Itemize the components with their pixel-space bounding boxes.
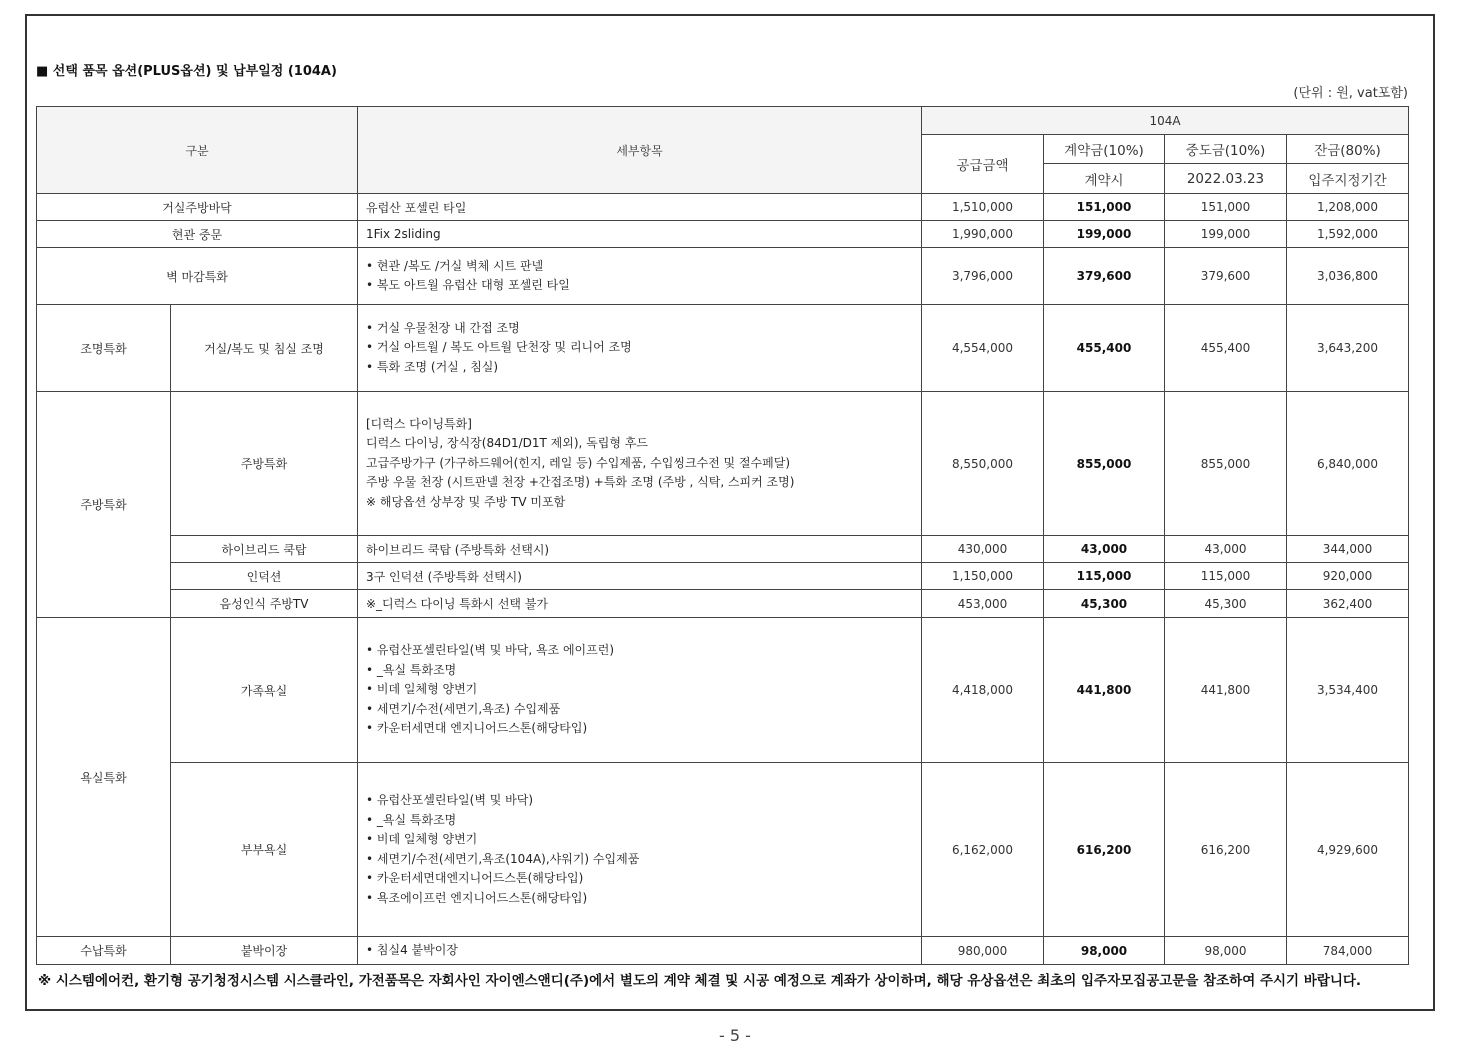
detail-item: • 유럽산포셀린타일(벽 및 바닥, 욕조 에이프런)	[366, 641, 913, 661]
header-middle: 중도금(10%)	[1165, 135, 1287, 164]
row-balance: 3,534,400	[1287, 618, 1409, 763]
table-row	[37, 763, 1409, 937]
row-balance: 1,208,000	[1287, 194, 1409, 221]
detail-item: • 비데 일체형 양변기	[366, 830, 913, 850]
row-contract: 441,800	[1044, 618, 1165, 763]
row-detail: 3구 인덕션 (주방특화 선택시)	[358, 563, 922, 590]
row-middle: 441,800	[1165, 618, 1287, 763]
detail-item: • 욕조에이프런 엔지니어드스톤(해당타입)	[366, 889, 913, 909]
row-supply: 1,990,000	[922, 221, 1044, 248]
row-middle: 115,000	[1165, 563, 1287, 590]
row-supply: 6,162,000	[922, 763, 1044, 937]
detail-item: • 세면기/수전(세면기,욕조(104A),샤워기) 수입제품	[366, 850, 913, 870]
row-category: 벽 마감특화	[37, 248, 358, 305]
row-middle: 151,000	[1165, 194, 1287, 221]
row-balance: 6,840,000	[1287, 392, 1409, 536]
row-detail	[358, 248, 922, 305]
row-contract: 855,000	[1044, 392, 1165, 536]
table-row	[37, 248, 1409, 305]
table-row	[37, 590, 1409, 618]
row-balance: 3,643,200	[1287, 305, 1409, 392]
row-subcategory: 거실/복도 및 침실 조명	[171, 305, 358, 392]
row-middle: 855,000	[1165, 392, 1287, 536]
footnote: ※ 시스템에어컨, 환기형 공기청정시스템 시스클라인, 가전품목은 자회사인 자이엔스앤디(주)에서 별도의 계약 체결 및 시공 예정으로 계좌가 상이하며, 해당 유상옵션은 최초의 입주자모집공고문을 참조하여 주시기 바랍니다.	[38, 973, 1362, 989]
detail-line: ※ 해당옵션 상부장 및 주방 TV 미포함	[366, 494, 566, 509]
row-balance: 784,000	[1287, 937, 1409, 965]
detail-item: • 거실 우물천장 내 간접 조명	[366, 319, 913, 339]
header-middle-sub: 2022.03.23	[1165, 164, 1287, 194]
detail-item: • 비데 일체형 양변기	[366, 680, 913, 700]
row-middle: 98,000	[1165, 937, 1287, 965]
row-balance: 4,929,600	[1287, 763, 1409, 937]
table-row	[37, 536, 1409, 563]
detail-line: 고급주방가구 (가구하드웨어(힌지, 레일 등) 수입제품, 수입씽크수전 및 절수페달)	[366, 455, 791, 470]
detail-item: • 유럽산포셀린타일(벽 및 바닥)	[366, 791, 913, 811]
row-detail: ※_디럭스 다이닝 특화시 선택 불가	[358, 590, 922, 618]
row-middle: 43,000	[1165, 536, 1287, 563]
detail-line: 디럭스 다이닝, 장식장(84D1/D1T 제외), 독립형 후드	[366, 436, 648, 451]
row-detail	[358, 937, 922, 965]
row-supply: 8,550,000	[922, 392, 1044, 536]
row-detail	[358, 305, 922, 392]
row-detail: 유럽산 포셀린 타일	[358, 194, 922, 221]
table-row	[37, 937, 1409, 965]
unit-note: (단위 : 원, vat포함)	[1293, 86, 1408, 101]
row-middle: 455,400	[1165, 305, 1287, 392]
row-category: 욕실특화	[37, 618, 171, 937]
detail-item: • 카운터세면대 엔지니어드스톤(해당타입)	[366, 719, 913, 739]
header-contract: 계약금(10%)	[1044, 135, 1165, 164]
row-category: 조명특화	[37, 305, 171, 392]
row-subcategory: 하이브리드 쿡탑	[171, 536, 358, 563]
detail-item: • 세면기/수전(세면기,욕조) 수입제품	[366, 700, 913, 720]
row-contract: 379,600	[1044, 248, 1165, 305]
row-detail: 하이브리드 쿡탑 (주방특화 선택시)	[358, 536, 922, 563]
row-supply: 453,000	[922, 590, 1044, 618]
row-middle: 199,000	[1165, 221, 1287, 248]
row-category: 주방특화	[37, 392, 171, 618]
row-supply: 1,150,000	[922, 563, 1044, 590]
row-contract: 455,400	[1044, 305, 1165, 392]
header-contract-sub: 계약시	[1044, 164, 1165, 194]
header-supply: 공급금액	[922, 135, 1044, 194]
header-type: 104A	[922, 107, 1409, 135]
row-contract: 115,000	[1044, 563, 1165, 590]
row-detail	[358, 618, 922, 763]
detail-item: • 카운터세면대엔지니어드스톤(해당타입)	[366, 869, 913, 889]
options-table	[36, 106, 1409, 965]
page-number: - 5 -	[719, 1026, 751, 1045]
row-supply: 980,000	[922, 937, 1044, 965]
detail-line: 주방 우물 천장 (시트판넬 천장 +간접조명) +특화 조명 (주방 , 식탁, 스피커 조명)	[366, 475, 795, 490]
table-row	[37, 618, 1409, 763]
row-middle: 379,600	[1165, 248, 1287, 305]
header-row-1	[37, 107, 1409, 135]
detail-item: • 복도 아트월 유럽산 대형 포셀린 타일	[366, 276, 913, 296]
row-category: 수납특화	[37, 937, 171, 965]
row-subcategory: 붙박이장	[171, 937, 358, 965]
detail-item: • 특화 조명 (거실 , 침실)	[366, 358, 913, 378]
row-supply: 430,000	[922, 536, 1044, 563]
row-balance: 1,592,000	[1287, 221, 1409, 248]
row-balance: 3,036,800	[1287, 248, 1409, 305]
row-detail: 1Fix 2sliding	[358, 221, 922, 248]
header-detail: 세부항목	[358, 107, 922, 194]
row-supply: 3,796,000	[922, 248, 1044, 305]
header-category: 구분	[37, 107, 358, 194]
row-contract: 199,000	[1044, 221, 1165, 248]
row-contract: 45,300	[1044, 590, 1165, 618]
row-category: 현관 중문	[37, 221, 358, 248]
row-contract: 98,000	[1044, 937, 1165, 965]
detail-item: • _욕실 특화조명	[366, 811, 913, 831]
detail-item: • 침실4 붙박이장	[366, 941, 913, 961]
row-subcategory: 인덕션	[171, 563, 358, 590]
row-contract: 151,000	[1044, 194, 1165, 221]
detail-item: • 현관 /복도 /거실 벽체 시트 판넬	[366, 257, 913, 277]
row-supply: 4,418,000	[922, 618, 1044, 763]
row-middle: 616,200	[1165, 763, 1287, 937]
row-middle: 45,300	[1165, 590, 1287, 618]
row-contract: 616,200	[1044, 763, 1165, 937]
table-row	[37, 194, 1409, 221]
row-detail	[358, 763, 922, 937]
row-subcategory: 주방특화	[171, 392, 358, 536]
table-row	[37, 221, 1409, 248]
section-title: ■ 선택 품목 옵션(PLUS옵션) 및 납부일정 (104A)	[36, 64, 337, 79]
row-supply: 4,554,000	[922, 305, 1044, 392]
header-balance-sub: 입주지정기간	[1287, 164, 1409, 194]
table-row	[37, 305, 1409, 392]
table-row	[37, 392, 1409, 536]
table-row	[37, 563, 1409, 590]
row-supply: 1,510,000	[922, 194, 1044, 221]
row-subcategory: 가족욕실	[171, 618, 358, 763]
row-contract: 43,000	[1044, 536, 1165, 563]
row-detail	[358, 392, 922, 536]
row-balance: 362,400	[1287, 590, 1409, 618]
row-balance: 344,000	[1287, 536, 1409, 563]
header-balance: 잔금(80%)	[1287, 135, 1409, 164]
row-subcategory: 부부욕실	[171, 763, 358, 937]
row-balance: 920,000	[1287, 563, 1409, 590]
detail-item: • 거실 아트월 / 복도 아트월 단천장 및 리니어 조명	[366, 338, 913, 358]
row-subcategory: 음성인식 주방TV	[171, 590, 358, 618]
detail-line: [디럭스 다이닝특화]	[366, 416, 472, 431]
row-category: 거실주방바닥	[37, 194, 358, 221]
detail-item: • _욕실 특화조명	[366, 661, 913, 681]
